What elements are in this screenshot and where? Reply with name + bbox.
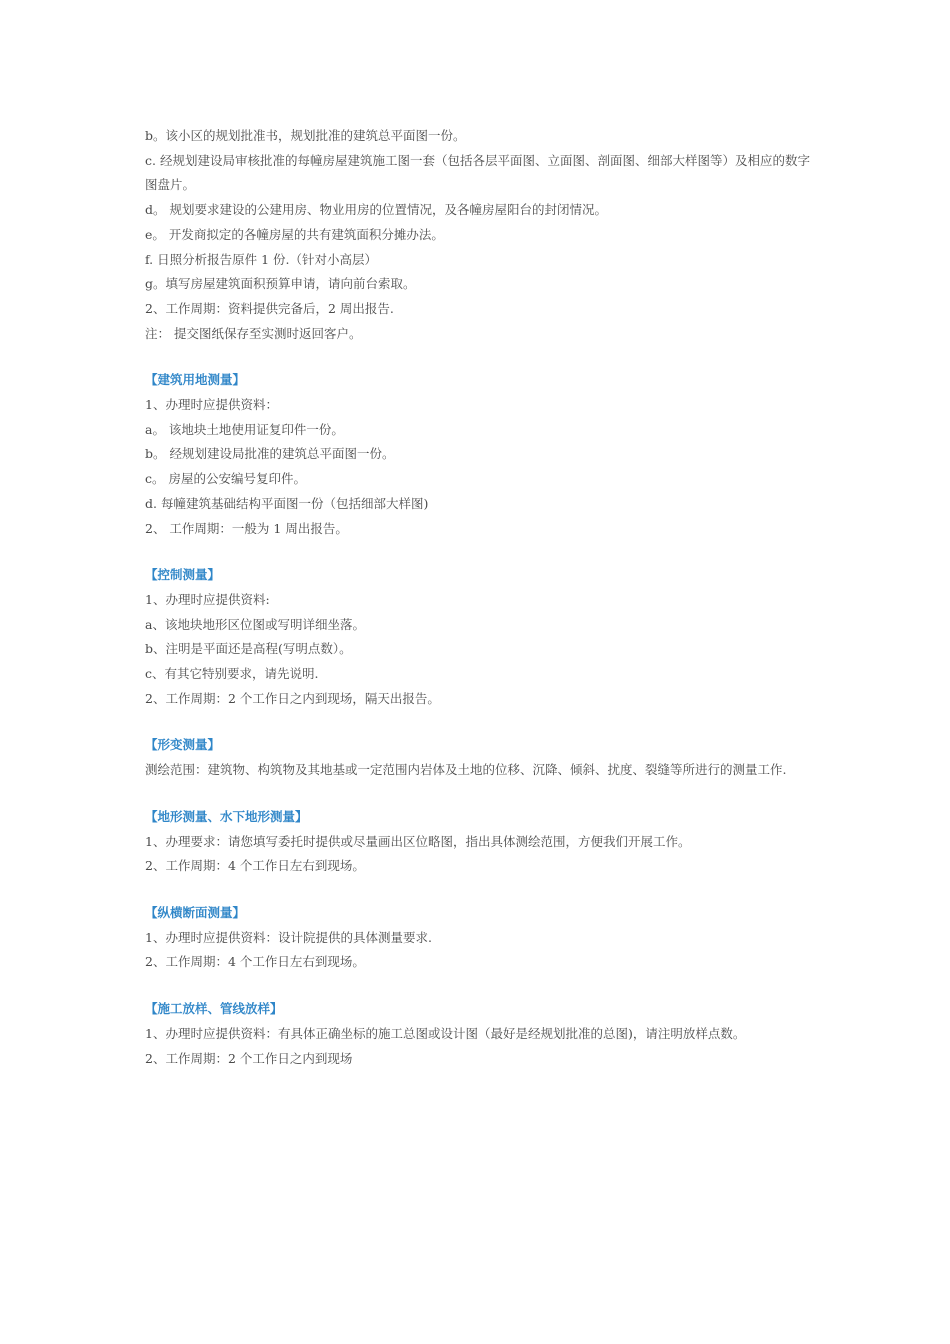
section-construction-staking (145, 997, 810, 1071)
section-deformation-survey (145, 733, 810, 782)
section-line: b、注明是平面还是高程(写明点数）。 (145, 641, 352, 657)
intro-line: e。 开发商拟定的各幢房屋的共有建筑面积分摊办法。 (145, 226, 444, 242)
section-line: c、有其它特别要求，请先说明. (145, 666, 319, 682)
section-heading: 【地形测量、水下地形测量】 (145, 808, 308, 824)
section-line: c。 房屋的公安编号复印件。 (145, 471, 306, 487)
section-line: 2、工作周期：4 个工作日左右到现场。 (145, 954, 365, 970)
section-line: d. 每幢建筑基础结构平面图一份（包括细部大样图) (145, 495, 429, 511)
intro-line: d。 规划要求建设的公建用房、物业用房的位置情况，及各幢房屋阳台的封闭情况。 (145, 202, 607, 218)
intro-line: c. 经规划建设局审核批准的每幢房屋建筑施工图一套（包括各层平面图、立面图、剖面图、细部大样图等）及相应的数字图盘片。 (145, 152, 810, 193)
section-line: 2、工作周期：4 个工作日左右到现场。 (145, 858, 365, 874)
section-line: 2、 工作周期：一般为 1 周出报告。 (145, 520, 348, 536)
section-topographic-survey (145, 805, 810, 879)
section-line: b。 经规划建设局批准的建筑总平面图一份。 (145, 446, 395, 462)
section-profile-survey (145, 901, 810, 975)
section-spacer (145, 346, 810, 368)
section-spacer (145, 975, 810, 997)
intro-note: 注： 提交图纸保存至实测时返回客户。 (145, 325, 362, 341)
intro-block (145, 124, 810, 346)
section-spacer (145, 541, 810, 563)
section-heading: 【形变测量】 (145, 737, 221, 753)
section-line: 1、办理时应提供资料: (145, 591, 270, 607)
section-line: 2、工作周期：2 个工作日之内到现场，隔天出报告。 (145, 690, 440, 706)
intro-line: f. 日照分析报告原件 1 份.（针对小高层） (145, 251, 378, 267)
intro-line: g。填写房屋建筑面积预算申请，请向前台索取。 (145, 276, 416, 292)
section-line: 1、办理时应提供资料：设计院提供的具体测量要求. (145, 929, 432, 945)
section-heading: 【控制测量】 (145, 567, 221, 583)
section-spacer (145, 783, 810, 805)
section-line: a、该地块地形区位图或写明详细坐落。 (145, 616, 365, 632)
intro-line: 2、工作周期：资料提供完备后，2 周出报告. (145, 300, 394, 316)
section-line: 2、工作周期：2 个工作日之内到现场 (145, 1050, 353, 1066)
section-heading: 【纵横断面测量】 (145, 904, 246, 920)
section-control-survey (145, 563, 810, 711)
section-building-land-survey (145, 368, 810, 541)
section-heading: 【建筑用地测量】 (145, 372, 246, 388)
section-line: 1、办理时应提供资料： (145, 397, 278, 413)
intro-line: b。该小区的规划批准书，规划批准的建筑总平面图一份。 (145, 128, 466, 143)
section-line: 1、办理要求：请您填写委托时提供或尽量画出区位略图，指出具体测绘范围，方便我们开展工作。 (145, 833, 691, 849)
section-line: 测绘范围：建筑物、构筑物及其地基或一定范围内岩体及土地的位移、沉降、倾斜、扰度、裂缝等所进行的测量工作. (145, 762, 787, 778)
section-line: a。 该地块土地使用证复印件一份。 (145, 421, 344, 437)
section-spacer (145, 879, 810, 901)
section-line: 1、办理时应提供资料：有具体正确坐标的施工总图或设计图（最好是经规划批准的总图)，请注明放样点数。 (145, 1025, 746, 1041)
section-heading: 【施工放样、管线放样】 (145, 1001, 283, 1017)
document-body (145, 124, 810, 1071)
section-spacer (145, 711, 810, 733)
